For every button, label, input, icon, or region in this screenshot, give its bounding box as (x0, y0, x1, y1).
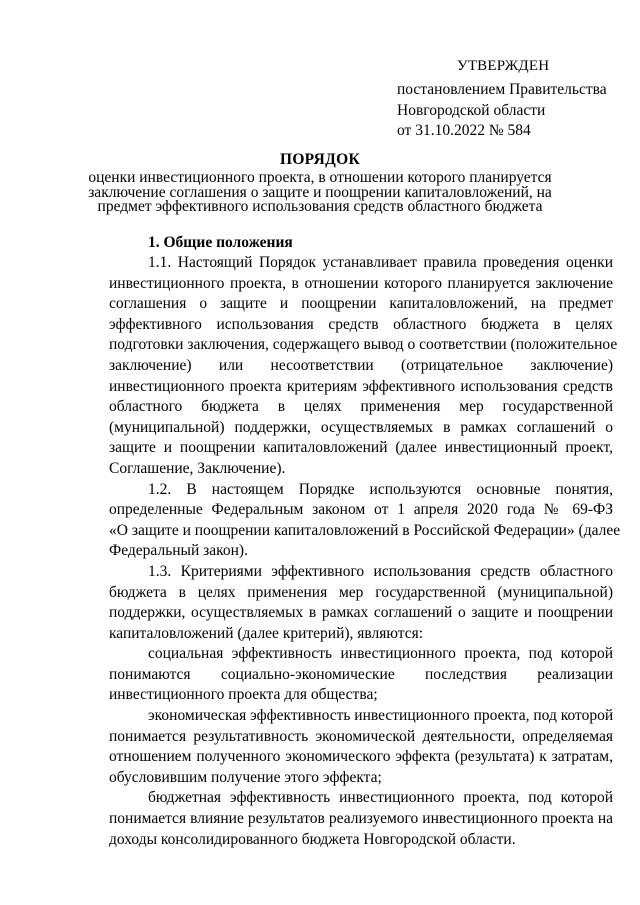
paragraph-line: эффективного использования средств областного бюджета в целях (109, 315, 613, 333)
paragraph-line: инвестиционного проекта для общества; (109, 686, 378, 704)
paragraph-line: подготовки заключения, содержащего вывод о соответствии (положительное (109, 336, 618, 354)
paragraph-line: защите и поощрении капиталовложений (далее инвестиционный проект, (109, 439, 613, 457)
paragraph-line: соглашения о защите и поощрении капиталовложений, на предмет (109, 295, 613, 313)
paragraph-line: капиталовложений (далее критерий), являются: (109, 624, 424, 642)
paragraph-line: доходы консолидированного бюджета Новгородской области. (109, 830, 516, 848)
paragraph-line: социальная эффективность инвестиционного проекта, под которой (148, 645, 613, 663)
body-text (109, 253, 621, 850)
paragraph-line: (муниципальной) поддержки, осуществляемых в рамках соглашений о (109, 418, 613, 436)
paragraph-line: заключение) или несоответствии (отрицательное заключение) (109, 356, 613, 374)
paragraph-line: бюджетная эффективность инвестиционного проекта, под которой (148, 789, 613, 807)
paragraph-line: определенные Федеральным законом от 1 апреля 2020 года № 69-ФЗ (109, 501, 613, 519)
paragraph-line: областного бюджета в целях применения мер государственной (109, 398, 613, 416)
paragraph-line: Федеральный закон). (109, 542, 248, 560)
document-title: ПОРЯДОК (279, 151, 361, 168)
subtitle-line: предмет эффективного использования средств областного бюджета (97, 198, 543, 215)
paragraph-line: экономическая эффективность инвестиционного проекта, под которой (148, 707, 614, 725)
document-subtitle (80, 171, 560, 215)
approval-line: от 31.10.2022 № 584 (397, 122, 531, 140)
paragraph-line: понимаются социально-экономические последствия реализации (109, 665, 613, 683)
paragraph-line: 1.3. Критериями эффективного использования средств областного (148, 562, 613, 580)
paragraph-line: 1.2. В настоящем Порядке используются основные понятия, (148, 480, 613, 498)
approval-line: Новгородской области (397, 101, 546, 119)
paragraph-line: бюджета в целях применения мер государственной (муниципальной) (109, 583, 613, 601)
approval-line: постановлением Правительства (397, 81, 607, 98)
paragraph-line: поддержки, осуществляемых в рамках соглашений о защите и поощрении (109, 604, 613, 622)
paragraph-line: отношением полученного экономического эффекта (результата) к затратам, (109, 748, 613, 766)
paragraph-line: инвестиционного проекта, в отношении которого планируется заключение (109, 274, 613, 292)
paragraph-line: инвестиционного проекта критериям эффективного использования средств (109, 377, 613, 395)
approval-stamp: УТВЕРЖДЕН (457, 58, 550, 74)
paragraph-line: «О защите и поощрении капиталовложений в Российской Федерации» (далее (109, 521, 621, 539)
subtitle-line: оценки инвестиционного проекта, в отношении которого планируется (88, 169, 552, 186)
paragraph-line: понимается влияние результатов реализуемого инвестиционного проекта на (109, 810, 613, 828)
paragraph-line: Соглашение, Заключение). (109, 459, 286, 477)
paragraph-line: обусловившим получение этого эффекта; (109, 768, 382, 786)
approval-block (397, 58, 627, 144)
paragraph-line: 1.1. Настоящий Порядок устанавливает правила проведения оценки (148, 254, 613, 271)
paragraph-line: понимается результативность экономической деятельности, определяемая (109, 727, 613, 745)
section-heading: 1. Общие положения (148, 234, 293, 251)
subtitle-line: заключение соглашения о защите и поощрении капиталовложений, на (88, 183, 552, 201)
